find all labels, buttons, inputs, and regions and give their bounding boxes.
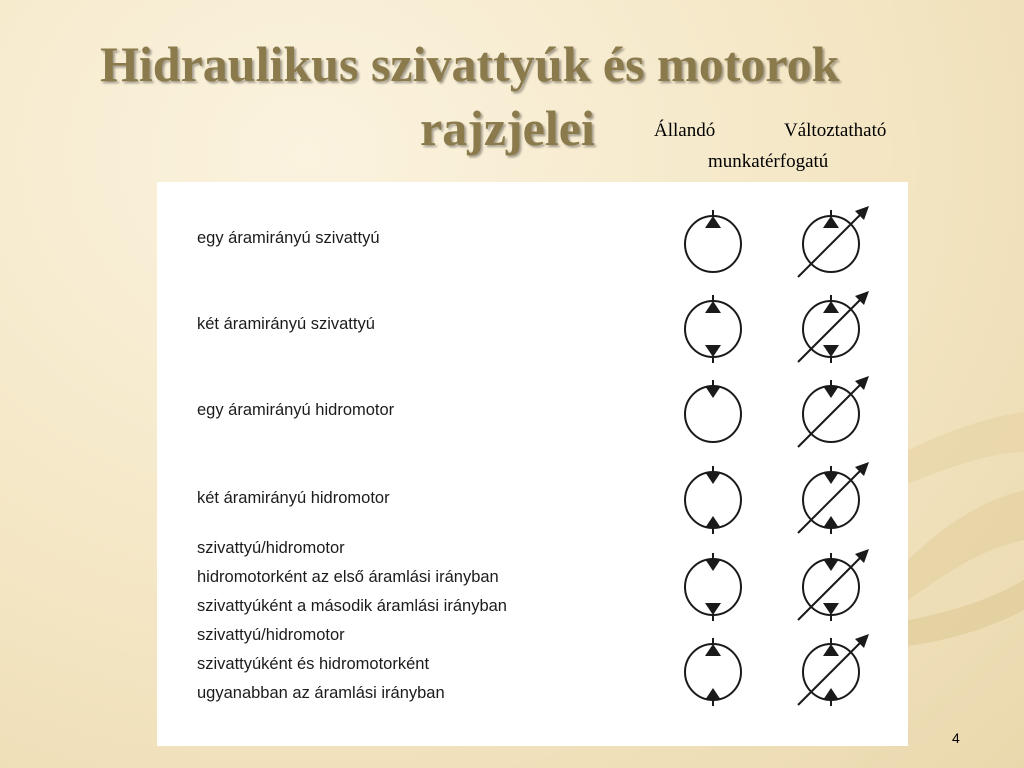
variable-displacement-symbol bbox=[786, 455, 876, 545]
variable-displacement-symbol bbox=[786, 284, 876, 374]
flow-arrow-in bbox=[823, 386, 839, 398]
flow-arrow-in bbox=[705, 559, 721, 571]
flow-arrow-out bbox=[823, 216, 839, 228]
variable-displacement-symbol bbox=[786, 627, 876, 717]
symbol-table bbox=[157, 182, 908, 746]
flow-arrow-out bbox=[823, 345, 839, 357]
flow-arrow-out bbox=[705, 644, 721, 656]
constant-displacement-symbol bbox=[668, 455, 758, 545]
flow-arrow-out bbox=[823, 603, 839, 615]
flow-arrow-in bbox=[705, 516, 721, 528]
row-label: szivattyú/hidromotor bbox=[197, 539, 345, 557]
row-label: ugyanabban az áramlási irányban bbox=[197, 684, 445, 702]
constant-displacement-symbol bbox=[668, 627, 758, 717]
flow-arrow-in bbox=[823, 559, 839, 571]
flow-arrow-in bbox=[823, 516, 839, 528]
slide-title-line1: Hidraulikus szivattyúk és motorok bbox=[100, 36, 840, 92]
column-label-constant: Állandó bbox=[654, 120, 716, 141]
constant-displacement-symbol bbox=[668, 284, 758, 374]
column-label-displacement: munkatérfogatú bbox=[708, 151, 829, 172]
row-label: szivattyúként a második áramlási irányban bbox=[197, 597, 507, 615]
flow-arrow-out bbox=[823, 301, 839, 313]
column-label-variable: Változtatható bbox=[784, 120, 887, 141]
flow-arrow-in bbox=[705, 472, 721, 484]
page-number: 4 bbox=[952, 730, 960, 746]
constant-displacement-symbol bbox=[668, 369, 758, 459]
flow-arrow-out bbox=[705, 345, 721, 357]
row-label: két áramirányú szivattyú bbox=[197, 315, 375, 333]
flow-arrow-out bbox=[705, 216, 721, 228]
row-label: szivattyú/hidromotor bbox=[197, 626, 345, 644]
row-label: szivattyúként és hidromotorként bbox=[197, 655, 430, 673]
constant-displacement-symbol bbox=[668, 542, 758, 632]
flow-arrow-out bbox=[705, 603, 721, 615]
flow-arrow-out bbox=[823, 644, 839, 656]
variable-displacement-symbol bbox=[786, 369, 876, 459]
flow-arrow-in bbox=[705, 688, 721, 700]
row-label: egy áramirányú hidromotor bbox=[197, 401, 395, 419]
slide-title-line2: rajzjelei bbox=[420, 100, 595, 156]
constant-displacement-symbol bbox=[668, 199, 758, 289]
row-label: hidromotorként az első áramlási irányban bbox=[197, 568, 499, 586]
variable-displacement-symbol bbox=[786, 199, 876, 289]
row-label: egy áramirányú szivattyú bbox=[197, 229, 380, 247]
flow-arrow-out bbox=[705, 301, 721, 313]
flow-arrow-in bbox=[705, 386, 721, 398]
variable-displacement-symbol bbox=[786, 542, 876, 632]
flow-arrow-in bbox=[823, 688, 839, 700]
flow-arrow-in bbox=[823, 472, 839, 484]
row-label: két áramirányú hidromotor bbox=[197, 489, 390, 507]
